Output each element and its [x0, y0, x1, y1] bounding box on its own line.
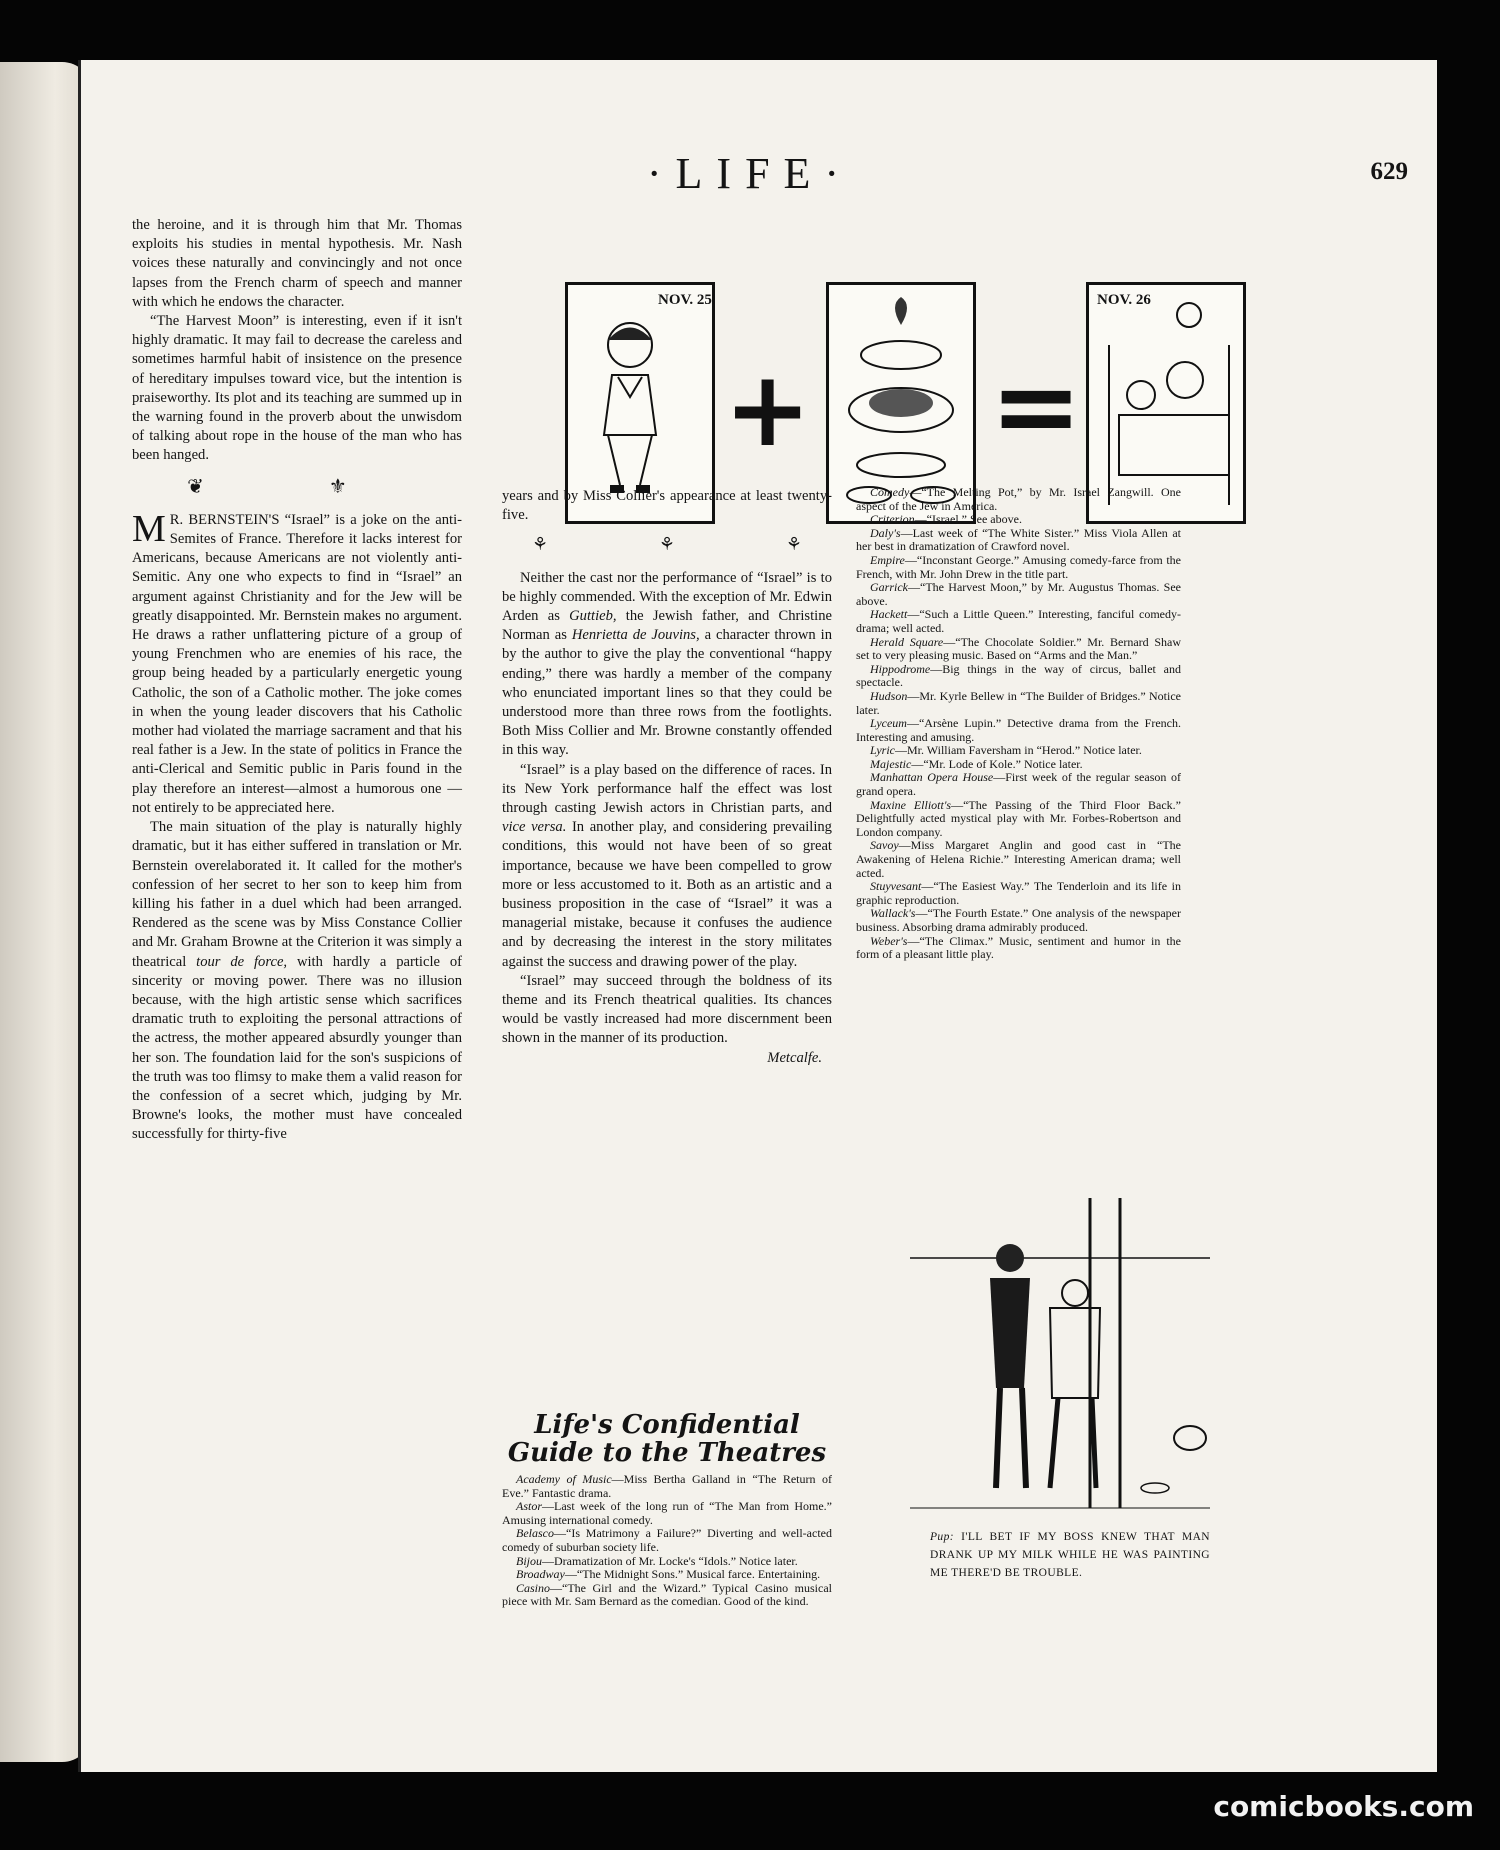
guide-entry [856, 663, 1181, 690]
guide-entry-text: —“The Climax.” Music, sentiment and humor in the form of a pleasant little play. [856, 933, 1181, 962]
painter-sketch [900, 1188, 1220, 1518]
boy-sketch [568, 285, 712, 521]
guide-entry-text: —Big things in the way of circus, ballet and spectacle. [856, 661, 1181, 690]
guide-entry [502, 1527, 832, 1554]
guide-entry-text: —“The Easiest Way.” The Tenderloin and its life in graphic reproduction. [856, 879, 1181, 907]
guide-entry-venue: Herald Square [870, 634, 944, 649]
guide-title [502, 1411, 832, 1467]
guide-entry-text: —“The Fourth Estate.” One analysis of the newspaper business. Absorbing drama admirably produced. [856, 906, 1181, 934]
guide-entry-text: —Miss Bertha Galland in “The Return of Eve.” Fantastic drama. [502, 1472, 832, 1500]
guide-entry-text: —Miss Margaret Anglin and good cast in “The Awakening of Helena Richie.” Interesting American drama; well acted. [856, 838, 1181, 880]
guide-entry-text: —“The Melting Pot,” by Mr. Israel Zangwill. One aspect of the Jew in America. [856, 485, 1181, 513]
guide-entry [856, 690, 1181, 717]
guide-entry-text: —Last week of “The White Sister.” Miss Viola Allen at her best in dramatization of Crawford novel. [856, 525, 1181, 554]
caption-text: I'LL BET IF MY BOSS KNEW THAT MAN DRANK UP MY MILK WHILE HE WAS PAINTING ME THERE'D BE TROUBLE. [930, 1531, 1210, 1579]
guide-entry [856, 935, 1181, 962]
col1-paragraph-2: “The Harvest Moon” is interesting, even if it isn't highly dramatic. It may fail to decrease the careless and sometimes harmful habit of insistence on the presence of hereditary impulses toward vice, but the intention is praiseworthy. Its plot and its teaching are summed up in the warning found in the proverb about the unwisdom of talking about rope in the house of the man who has been hanged. [132, 313, 462, 464]
guide-entry-venue: Empire [870, 552, 905, 567]
guide-entry-text: —“Arsène Lupin.” Detective drama from the French. Interesting and amusing. [856, 716, 1181, 744]
guide-entry [856, 744, 1181, 758]
guide-entry-text: —Last week of the long run of “The Man from Home.” Amusing international comedy. [502, 1499, 832, 1527]
col2-paragraph-1: years and by Miss Collier's appearance at least twenty-five. [502, 488, 832, 524]
guide-entry-venue: Garrick [870, 580, 908, 595]
column-1 [132, 216, 462, 1145]
guide-entry [856, 907, 1181, 934]
guide-entry-venue: Hippodrome [870, 661, 931, 676]
col1-p4-italic: tour de force, [196, 953, 288, 970]
author-signature: Metcalfe. [767, 1049, 822, 1066]
page-number: 629 [1370, 158, 1408, 185]
col2-p3-text-b: In another play, and considering prevailing conditions, this would not have been of so great importance, because we have been compelled to grow more or less accustomed to it. Both as an artistic and a business proposition in the case of “Israel” it was a managerial mistake, because it confuses the audience and by decreasing the interest in the story militates against the success and drawing power of the play. [502, 819, 832, 970]
col2-paragraph-2 [502, 569, 832, 761]
guide-entry-venue: Manhattan Opera House [870, 770, 994, 785]
guide-entry-venue: Hudson [870, 688, 908, 703]
col1-paragraph-3-text: R. BERNSTEIN'S “Israel” is a joke on the anti-Semites of France. Therefore it lacks interest for Americans, because Americans are not violently anti-Semitic. Any one who expects to find in “Israel” an argument against Christianity and for the Jew will be greatly disappointed. Mr. Bernstein makes no argument. He draws a rather unflattering picture of a group of young Frenchmen who are enemies of his race, the group being headed by a particularly energetic young Catholic, the son of a Catholic mother. The joke comes in when the young leader discovers that his Catholic mother had violated the marriage sacrament and that his real father is a Jew. In the state of politics in France the anti-Clerical and Semitic public in Paris found in the play therefore an interest—almost a humorous one —not entirely to be appreciated here. [132, 511, 462, 816]
guide-entry-venue: Daly's [870, 525, 901, 540]
guide-entry-text: —“Israel.” See above. [914, 512, 1022, 527]
col2-p3-text-a: “Israel” is a play based on the difference of races. In its New York performance half the effect was lost through casting Jewish actors in Christian parts, and [502, 761, 832, 817]
guide-entry-venue: Criterion [870, 512, 915, 527]
guide-entry [856, 717, 1181, 744]
col1-p4-text-b: with hardly a particle of sincerity or moving power. There was no illusion because, with the high artistic sense which sacrifices dramatic truth to exploiting the personal attractions of the actress, the mother appeared absurdly younger than her son. The foundation laid for the son's suspicions of the truth was too flimsy to make them a valid reason for the confession of a secret which, judging by Mr. Browne's looks, the mother must have concealed successfully for thirty-five [132, 953, 462, 1143]
col2-p2-text-c: a character thrown in by the author to give the play the conventional “happy ending,” there was hardly a member of the company who enunciated important lines so that they could be understood more than three rows from the footlights. Both Miss Collier and Mr. Browne constantly offended in this way. [502, 627, 832, 759]
date-badge-left: NOV. 25 [658, 292, 712, 308]
guide-entry-venue: Hackett [870, 607, 908, 622]
watermark: comicbooks.com [1213, 1790, 1474, 1823]
guide-entry-text: —“Inconstant George.” Amusing comedy-farce from the French, with Mr. John Drew in the title part. [856, 552, 1181, 581]
guide-entry [502, 1473, 832, 1500]
guide-entry [856, 486, 1181, 513]
guide-entry [856, 554, 1181, 581]
drop-cap: M [132, 507, 166, 550]
col1-paragraph-4 [132, 818, 462, 1144]
caption-speaker: Pup: [930, 1531, 954, 1543]
guide-entry [856, 839, 1181, 880]
guide-entry-text: —“Such a Little Queen.” Interesting, fanciful comedy-drama; well acted. [856, 607, 1181, 635]
guide-entry-venue: Comedy [870, 485, 910, 499]
guide-entry-venue: Weber's [870, 933, 908, 948]
guide-entries-b [856, 486, 1181, 962]
col2-p2-italic-1: Guttieb, [569, 608, 617, 625]
guide-entry-text: —“Mr. Lode of Kole.” Notice later. [911, 756, 1083, 771]
guide-entry-text: —Dramatization of Mr. Locke's “Idols.” Notice later. [542, 1553, 798, 1568]
guide-entries-a [502, 1473, 832, 1609]
guide-entry-text: —Mr. Kyrle Bellew in “The Builder of Bridges.” Notice later. [856, 688, 1181, 717]
guide-entry [856, 513, 1181, 527]
col1-paragraph-3 [132, 507, 462, 818]
painter-and-dog-illustration [900, 1188, 1220, 1518]
col2-p3-italic: vice versa. [502, 819, 567, 836]
plus-sign: + [724, 348, 812, 470]
guide-entry [502, 1555, 832, 1569]
guide-entry-venue: Lyceum [870, 716, 907, 731]
date-badge-right: NOV. 26 [1097, 292, 1151, 308]
theatre-guide-part-1 [502, 1403, 832, 1609]
guide-entry-venue: Maxine Elliott's [870, 797, 952, 812]
guide-entry-text: —“The Midnight Sons.” Musical farce. Entertaining. [564, 1567, 821, 1582]
guide-entry [502, 1582, 832, 1609]
guide-entry [856, 758, 1181, 772]
guide-entry-venue: Bijou [516, 1553, 542, 1568]
guide-entry [502, 1568, 832, 1582]
guide-entry [856, 581, 1181, 608]
theatre-guide-part-2 [856, 486, 1181, 962]
guide-entry [856, 527, 1181, 554]
guide-entry-venue: Stuyvesant [870, 879, 922, 894]
guide-entry-venue: Casino [516, 1580, 551, 1595]
guide-entry [856, 771, 1181, 798]
guide-entry-venue: Broadway [516, 1567, 565, 1582]
illustration-caption [930, 1528, 1210, 1582]
col2-p2-text-b: the Jewish father, and Christine Norman as [502, 608, 832, 644]
guide-entry-venue: Astor [516, 1499, 543, 1514]
section-ornament-2: ⚘ ⚘ ⚘ [532, 534, 802, 555]
guide-title-line-2: Guide to the Theatres [507, 1438, 827, 1468]
guide-entry [856, 608, 1181, 635]
col1-paragraph-1: the heroine, and it is through him that Mr. Thomas exploits his studies in mental hypothesis. Mr. Nash voices these naturally and convincingly and not once lapses from the French charm of speech and manner with which he endows the character. [132, 217, 462, 310]
guide-entry-venue: Lyric [870, 743, 895, 758]
guide-entry [856, 880, 1181, 907]
guide-entry-text: —“The Passing of the Third Floor Back.” Delightfully acted mystical play with Mr. Forbes-Robertson and London company. [856, 797, 1182, 839]
col2-p2-italic-2: Henrietta de Jouvins, [571, 627, 700, 644]
masthead: ·LIFE· [646, 149, 854, 198]
col1-p4-text-a: The main situation of the play is naturally highly dramatic, but it has either suffered in translation or Mr. Bernstein overelaborated it. It called for the mother's confession of her secret to her son to keep him from killing his father in a duel which had been arranged. Rendered as the scene was by Miss Constance Collier and Mr. Graham Browne at the Criterion it was simply a theatrical [132, 819, 462, 970]
column-2 [502, 487, 832, 1068]
col2-p2-text-a: Neither the cast nor the performance of “Israel” is to be highly commended. With the exception of Mr. Edwin Arden as [502, 569, 832, 625]
guide-entry [856, 799, 1181, 840]
guide-entry-text: —First week of the regular season of grand opera. [856, 770, 1181, 799]
section-ornament: ❦ ⚜ [187, 475, 407, 498]
guide-title-line-1: Life's Confidential [534, 1410, 800, 1440]
guide-entry-venue: Academy of Music [516, 1472, 612, 1486]
guide-entry-text: —“Is Matrimony a Failure?” Diverting and well-acted comedy of suburban society life. [502, 1526, 832, 1554]
equals-sign: = [990, 342, 1083, 470]
guide-entry-text: —“The Harvest Moon,” by Mr. Augustus Thomas. See above. [856, 580, 1181, 608]
guide-entry-text: —“The Chocolate Soldier.” Mr. Bernard Shaw set to very pleasing music. Based on “Arms and the Man.” [856, 634, 1182, 663]
col2-paragraph-3 [502, 761, 832, 972]
guide-entry-venue: Belasco [516, 1526, 554, 1541]
guide-entry [856, 636, 1181, 663]
guide-entry-text: —“The Girl and the Wizard.” Typical Casino musical piece with Mr. Sam Bernard as the comedian. Good of the kind. [502, 1580, 832, 1609]
guide-entry-venue: Wallack's [870, 906, 916, 921]
guide-entry-venue: Majestic [870, 756, 912, 771]
guide-entry [502, 1500, 832, 1527]
guide-entry-text: —Mr. William Faversham in “Herod.” Notice later. [894, 743, 1142, 758]
guide-entry-venue: Savoy [870, 838, 899, 853]
col2-paragraph-4: “Israel” may succeed through the boldness of its theme and its French theatrical qualities. Its chances would be vastly increased had more discernment been shown in the manner of its production. [502, 972, 832, 1047]
